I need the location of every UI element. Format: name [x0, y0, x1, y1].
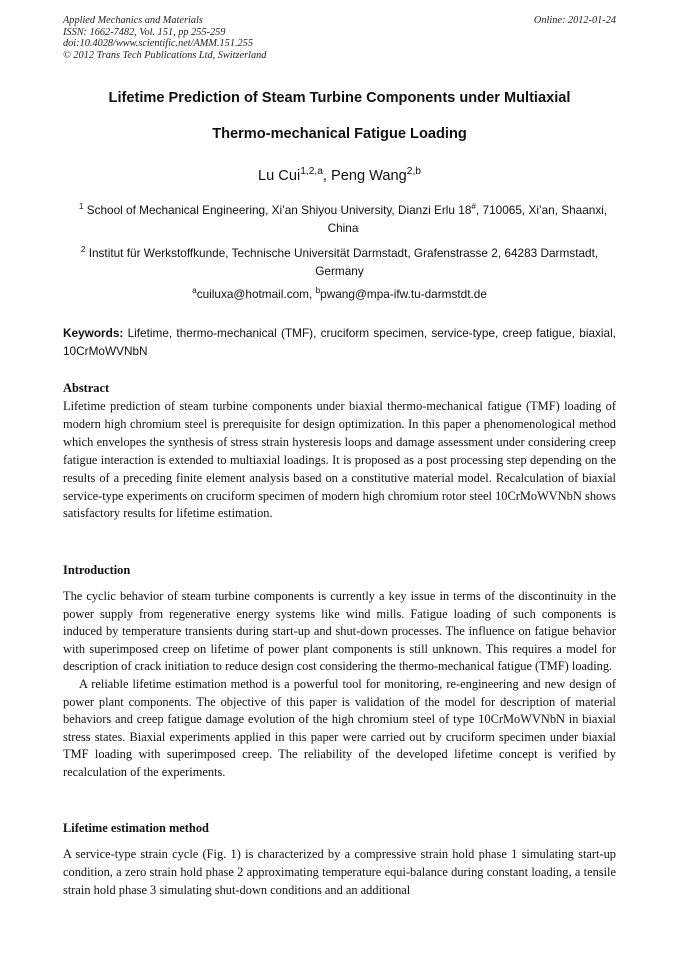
introduction-heading: Introduction: [63, 563, 131, 577]
affiliation-1-number: 1: [78, 202, 84, 212]
affiliation-1-house-mark: #: [471, 202, 476, 212]
affiliation-1-text-a: School of Mechanical Engineering, Xi’an Shiyou University, Dianzi Erlu 18: [83, 203, 472, 217]
email-a-mark: a: [192, 286, 197, 296]
journal-header: [63, 15, 616, 61]
email-b-mark: b: [315, 286, 321, 296]
author-2-name: Peng Wang: [331, 168, 407, 184]
author-1-affiliation-mark: 1,2,a: [300, 166, 323, 178]
method-text: A service-type strain cycle (Fig. 1) is characterized by a compressive strain hold phase 1 simulating start-up condition, a zero strain hold phase 2 approximating temperature equi-balance during constant loading, a tensile strain hold phase 3 simulating shut-down conditions and an additional: [63, 847, 616, 897]
email-separator: ,: [309, 287, 316, 301]
introduction-paragraph-2: A reliable lifetime estimation method is a powerful tool for monitoring, re-engineering and new design of power plant components. The objective of this paper is validation of the model for description of material behaviors and creep fatigue damage evolution of the high chromium steel of type 10CrMoWVNbN in biaxial stress states. Biaxial experiments applied in this paper were carried out by cruciform specimen under biaxial TMF loading with superimposed creep. The reliability of the developed lifetime concept is verified by recalculation of the experiments.: [63, 676, 616, 779]
keywords: [63, 324, 616, 360]
journal-copyright: © 2012 Trans Tech Publications Ltd, Switzerland: [63, 49, 267, 61]
journal-doi[interactable]: doi:10.4028/www.scientific.net/AMM.151.255: [63, 38, 253, 50]
abstract-text: Lifetime prediction of steam turbine components under biaxial thermo-mechanical fatigue (TMF) loading of modern high chromium steel is prerequisite for design optimization. In this paper a phenomenological method which envelopes the synthesis of stress strain hysteresis loops and damage assessment under considering creep fatigue interaction is extended to multiaxial loadings. It is proposed as a post processing step depending on the results of a preceding finite element analysis based on a constitutive material model. Recalculation of biaxial service-type experiments on cruciform specimen of modern high chromium rotor steel 10CrMoWVNbN shows satisfactory results for lifetime estimation.: [63, 399, 616, 521]
email-b[interactable]: pwang@mpa-ifw.tu-darmstdt.de: [320, 287, 487, 301]
affiliation-1-text-b: , 710065, Xi’an, Shaanxi, China: [327, 203, 608, 235]
affiliation-2-text: Institut für Werkstoffkunde, Technische Universität Darmstadt, Grafenstrasse 2, 64283 Darmstadt, Germany: [85, 246, 599, 278]
online-date: Online: 2012-01-24: [533, 15, 616, 26]
introduction-paragraph-1: The cyclic behavior of steam turbine components is currently a key issue in terms of the discontinuity in the power supply from regenerative energy systems like wind mills. Fatigue loading of such components is induced by temperature transients during start-up and shut-down processes. The influence on fatigue behavior with superimposed creep on lifetime of power plant components is still unknown. This requires a model for description of crack initiation to reduce design cost considering the thermo-mechanical fatigue (TMF) loading.: [63, 589, 616, 674]
introduction-body: [63, 588, 616, 782]
keywords-text: Lifetime, thermo-mechanical (TMF), cruciform specimen, service-type, creep fatigue, biaxial, 10CrMoWVNbN: [63, 326, 616, 358]
email-a[interactable]: cuiluxa@hotmail.com: [196, 287, 309, 301]
keywords-label: Keywords:: [63, 326, 124, 340]
author-1-name: Lu Cui: [258, 168, 301, 184]
title-line-1: Lifetime Prediction of Steam Turbine Components under Multiaxial: [108, 90, 571, 106]
author-2-affiliation-mark: 2,b: [406, 166, 421, 178]
abstract-heading: Abstract: [63, 381, 110, 395]
journal-issn: ISSN: 1662-7482, Vol. 151, pp 255-259: [63, 26, 226, 38]
affiliation-1: [78, 201, 608, 237]
affiliation-2-number: 2: [80, 245, 86, 255]
journal-name: Applied Mechanics and Materials: [63, 15, 203, 26]
method-heading: Lifetime estimation method: [63, 821, 209, 835]
title-line-2: Thermo-mechanical Fatigue Loading: [212, 126, 467, 142]
author-separator: ,: [322, 168, 332, 184]
author-emails: [63, 287, 616, 301]
author-list: [63, 168, 616, 184]
affiliation-2: [63, 244, 616, 280]
